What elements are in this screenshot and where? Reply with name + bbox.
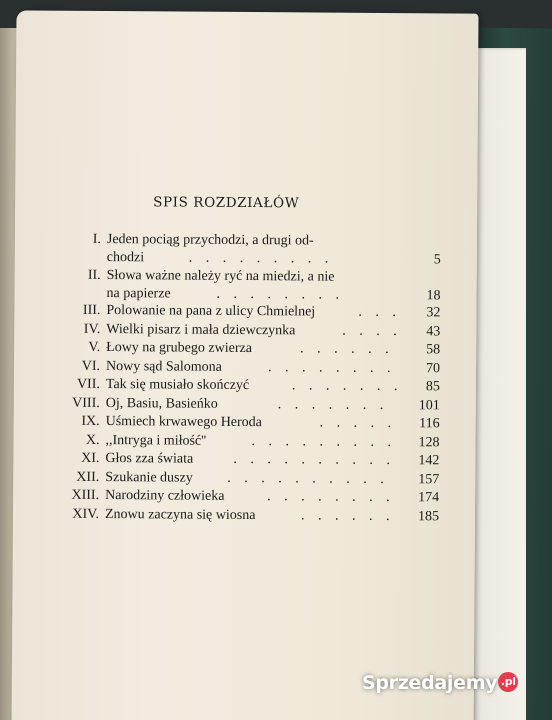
chapter-number: VI. (81, 358, 101, 374)
chapter-title: Narodziny człowieka (105, 488, 225, 504)
chapter-number: VIII. (72, 395, 100, 411)
chapter-number: I. (92, 231, 101, 247)
page-number: 58 (426, 342, 441, 358)
leader-dots: . . . . (342, 323, 402, 339)
leader-dots: . . . . . (319, 415, 397, 432)
watermark-badge: .pl (498, 672, 518, 692)
page-number: 70 (425, 360, 441, 376)
chapter-number: XII. (76, 469, 100, 485)
toc-title: SPIS ROZDZIAŁÓW (153, 194, 300, 212)
chapter-number: IX. (81, 413, 100, 429)
page-number: 85 (425, 379, 440, 395)
watermark-text: Sprzedajemy (362, 672, 498, 694)
leader-dots: . . . . . . . . . . (233, 451, 395, 469)
cover-inner-lining (470, 48, 526, 720)
page-number: 116 (419, 416, 440, 432)
chapter-title-cont: chodzi (106, 250, 145, 266)
leader-dots: . . . . . . . (291, 378, 403, 395)
page-number: 5 (433, 252, 441, 268)
page-number: 174 (418, 490, 440, 506)
chapter-title: Uśmiech krwawego Heroda (105, 414, 262, 431)
chapter-number: III. (82, 302, 101, 318)
leader-dots: . . . . . . . . . . (227, 470, 389, 487)
leader-dots: . . . . . . . (277, 396, 389, 413)
chapter-title: Oj, Basiu, Basieńko (105, 395, 218, 412)
page-number: 128 (418, 434, 440, 450)
leader-dots: . . . . . . . . . (188, 250, 334, 267)
toc-entry (56, 267, 448, 305)
page-number: 142 (418, 453, 440, 469)
chapter-number: IV. (83, 321, 101, 337)
toc-entry (57, 232, 449, 270)
chapter-number: XIV. (72, 506, 100, 522)
chapter-title: Słowa ważne należy ryć na miedzi, a nie (106, 267, 335, 285)
leader-dots: . . . . . . . . (267, 489, 395, 506)
chapter-title-cont: na papierze (106, 285, 171, 301)
chapter-number: X. (85, 432, 100, 448)
chapter-title: Znowu zaczyna się wiosna (104, 506, 256, 523)
chapter-number: XIII. (71, 487, 100, 503)
leader-dots: . . . . . . . . (267, 359, 396, 376)
leader-dots: . . . (358, 304, 401, 321)
page-number: 32 (426, 305, 441, 321)
chapter-title: Wielki pisarz i mała dziewczynka (106, 321, 296, 338)
chapter-title: Szukanie duszy (105, 469, 193, 486)
page-number: 18 (426, 287, 441, 303)
leader-dots: . . . . . . (300, 507, 395, 524)
leader-dots: . . . . . . . . (216, 286, 345, 303)
page-number: 185 (417, 508, 440, 524)
book-page (11, 10, 478, 720)
leader-dots: . . . . . . . . . (251, 433, 397, 450)
chapter-title: Jeden pociąg przychodzi, a drugi od- (106, 232, 314, 249)
table-of-contents (55, 232, 449, 528)
page-number: 101 (418, 397, 440, 413)
chapter-title: Łowy na grubego zwierza (106, 340, 252, 357)
chapter-number: V. (88, 339, 101, 355)
chapter-title: Nowy sąd Salomona (105, 358, 222, 375)
chapter-number: VII. (76, 376, 100, 392)
chapter-title: ,,Intryga i miłość'' (105, 432, 207, 449)
chapter-number: XI. (81, 450, 100, 466)
page-number: 43 (426, 323, 441, 339)
chapter-title: Tak się musiało skończyć (105, 377, 250, 394)
chapter-title: Głos zza świata (105, 451, 194, 467)
chapter-title: Polowanie na pana z ulicy Chmielnej (106, 303, 316, 320)
chapter-number: II. (87, 267, 101, 283)
toc-entry (55, 506, 447, 527)
watermark-logo (362, 672, 518, 702)
leader-dots: . . . . . . (300, 341, 394, 358)
page-number: 157 (418, 471, 440, 487)
